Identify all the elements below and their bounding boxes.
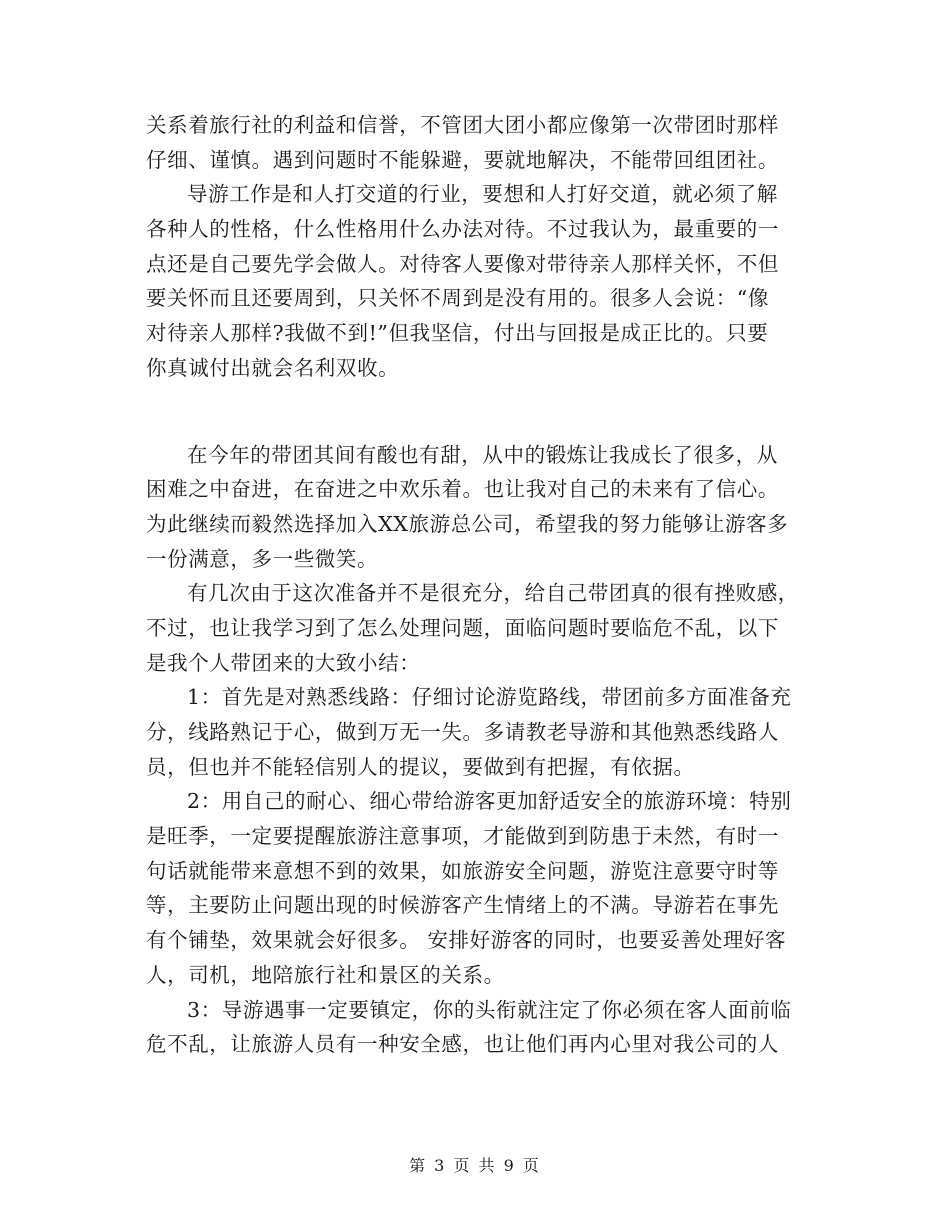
text-line: 导游工作是和人打交道的行业，要想和人打好交道，就必须了解 [187,182,778,207]
text-line: 员，但也并不能轻信别人的提议，要做到有把握，有依据。 [146,754,695,779]
text-line: 仔细、谨慎。遇到问题时不能躲避，要就地解决，不能带回组团社。 [146,147,779,172]
paragraph-6 [146,784,806,992]
text-line: 对待亲人那样?我做不到!”但我坚信，付出与回报是成正比的。只要 [146,321,769,346]
text-line: 危不乱，让旅游人员有一种安全感，也让他们再内心里对我公司的人 [146,1032,779,1057]
text-line: 各种人的性格，什么性格用什么办法对待。不过我认为，最重要的一 [146,217,779,242]
text-line: 人，司机，地陪旅行社和景区的关系。 [146,962,505,987]
paragraph-3 [146,438,806,577]
text-line: 有个铺垫，效果就会好很多。 安排好游客的同时，也要妥善处理好客 [146,928,787,953]
paragraph-5 [146,680,806,784]
text-line: 1：首先是对熟悉线路：仔细讨论游览路线，带团前多方面准备充 [187,685,792,710]
paragraph-2 [146,177,806,385]
text-line: 2：用自己的耐心、细心带给游客更加舒适安全的旅游环境：特别 [187,789,792,814]
paragraph-1 [146,108,806,177]
text-line: 你真诚付出就会名利双收。 [146,355,400,380]
text-line: 要关怀而且还要周到，只关怀不周到是没有用的。很多人会说：“像 [146,286,769,311]
text-line: 是旺季，一定要提醒旅游注意事项，才能做到到防患于未然，有时一 [146,824,779,849]
paragraph-4 [146,576,806,680]
text-line: 是我个人带团来的大致小结： [146,650,421,675]
text-line: 一份满意，多一些微笑。 [146,546,379,571]
text-line: 句话就能带来意想不到的效果，如旅游安全问题，游览注意要守时等 [146,858,779,883]
text-line: 点还是自己要先学会做人。对待客人要像对带待亲人那样关怀，不但 [146,251,779,276]
text-line: 关系着旅行社的利益和信誉，不管团大团小都应像第一次带团时那样 [146,113,779,137]
document-body [146,108,806,1062]
page-number-footer: 第 3 页 共 9 页 [409,1156,541,1175]
text-line: 等，主要防止问题出现的时候游客产生情绪上的不满。导游若在事先 [146,893,779,918]
paragraph-7 [146,993,806,1062]
text-line: 有几次由于这次准备并不是很充分，给自己带团真的很有挫败感， [187,581,799,606]
text-line: 分，线路熟记于心，做到万无一失。多请教老导游和其他熟悉线路人 [146,720,779,744]
paragraph-spacer [146,386,806,438]
text-line: 不过，也让我学习到了怎么处理问题，面临问题时要临危不乱，以下 [146,615,779,640]
text-line: 为此继续而毅然选择加入XX旅游总公司，希望我的努力能够让游客多 [146,511,789,536]
text-line: 3：导游遇事一定要镇定，你的头衔就注定了你必须在客人面前临 [187,997,792,1022]
text-line: 在今年的带团其间有酸也有甜，从中的锻炼让我成长了很多，从 [187,442,778,467]
text-line: 困难之中奋进，在奋进之中欢乐着。也让我对自己的未来有了信心。 [146,477,779,502]
